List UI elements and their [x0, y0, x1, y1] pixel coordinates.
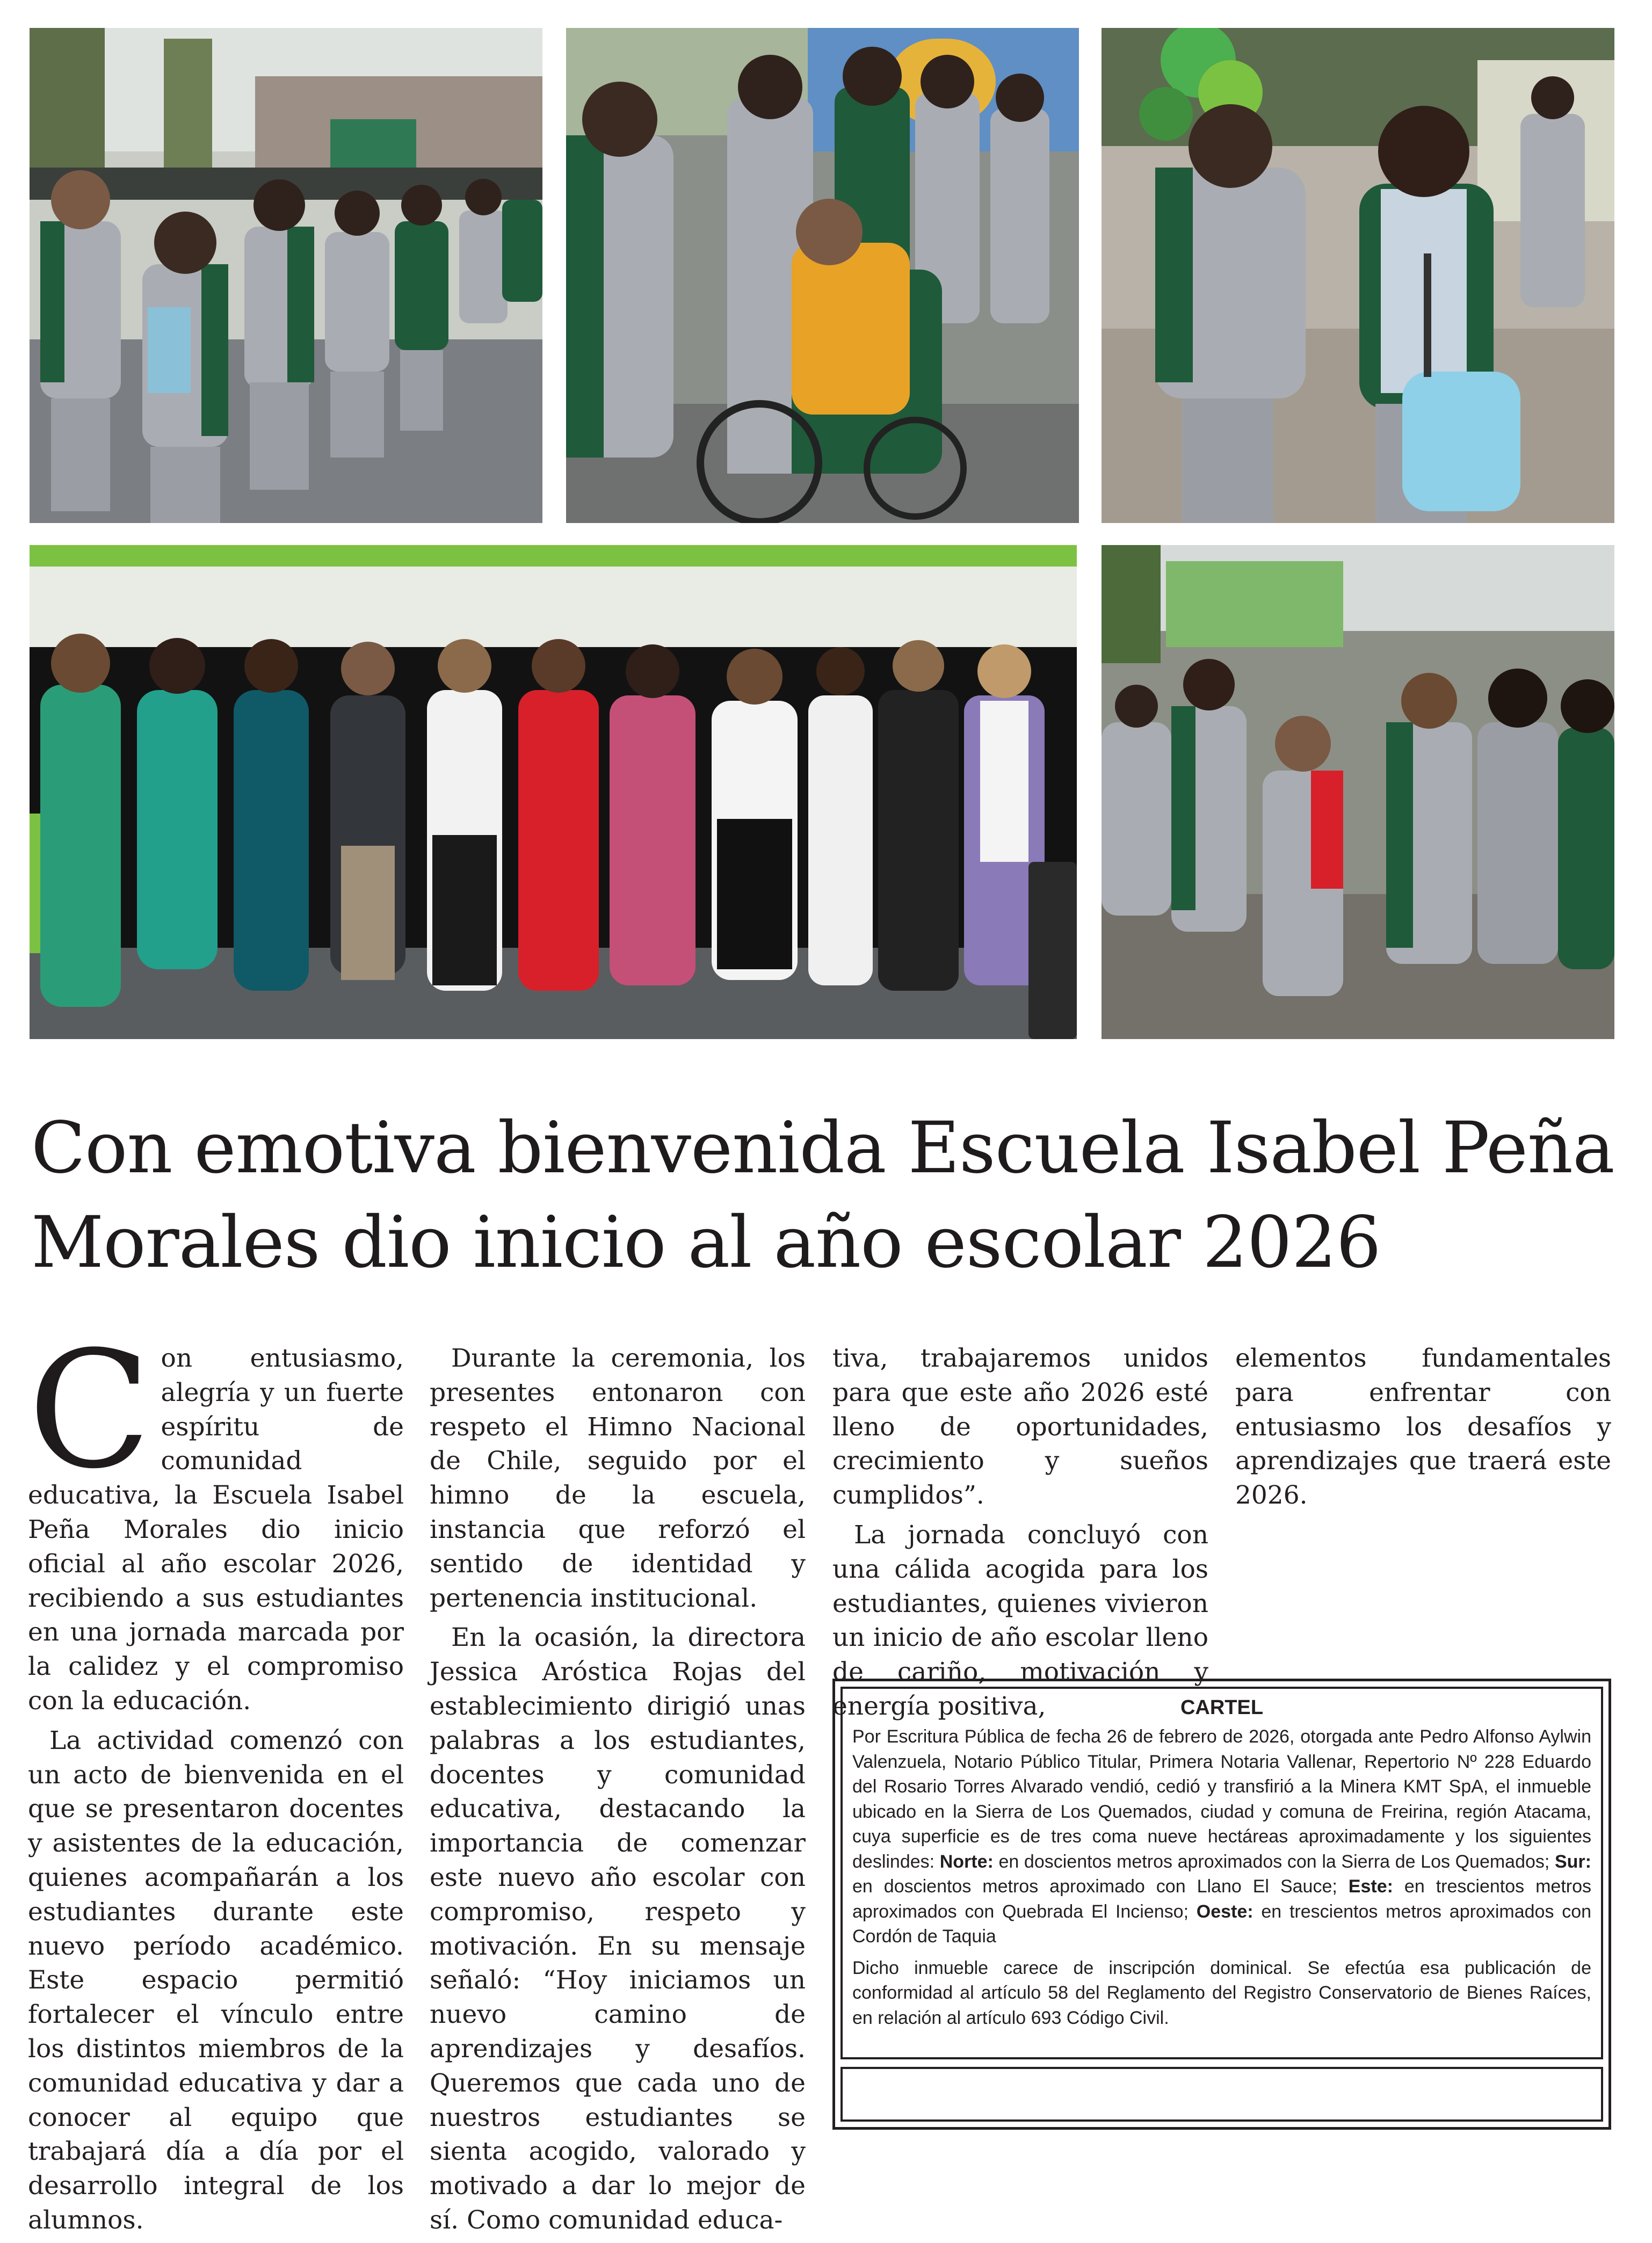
paragraph: on entusiasmo, alegría y un fuerte espíritu de comunidad educativa, la Escuela Isabel Peña Morales dio inicio oficial al año escolar 2026, recibiendo a sus estudiantes en una jornada marcada por la calidez y el compromiso con la educación.: [28, 1344, 404, 1716]
article-column-1: [28, 1317, 404, 2243]
cartel-sur-text: en doscientos metros aproximado con Llano El Sauce;: [852, 1876, 1337, 1897]
paragraph: La actividad comenzó con un acto de bienvenida en el que se presentaron docentes y asistentes de la educación, quienes acompañarán a los estudiantes durante este nuevo período académico. Este espacio permitió fortalecer el vínculo entre los distintos miembros de la comunidad educativa y dar a conocer al equipo que trabajará día a día por el desarrollo integral de los alumnos.: [28, 1725, 404, 2235]
photo-students-lineup: [30, 28, 542, 523]
cartel-intro: Por Escritura Pública de fecha 26 de febrero de 2026, otorgada ante Pedro Alfonso Aylwin Valenzuela, Notario Público Titular, Primera Notaria Vallenar, Repertorio Nº 228 Eduardo del Rosario Torres Alvarado vendió, cedió y transfirió a la Minera KMT SpA, el inmueble ubicado en la Sierra de Los Quemados, ciudad y comuna de Freirina, región Atacama, cuya superficie es de tres coma nueve hectáreas aproximadamente y los siguientes deslindes:: [852, 1726, 1591, 1872]
cartel-oeste-text: en trescientos metros aproximados con Cordón de Taquia: [852, 1901, 1592, 1947]
cartel-empty-box: [841, 2067, 1603, 2122]
photo-girls-arriving: [1102, 28, 1614, 523]
paragraph: elementos fundamentales para enfrentar con entusiasmo los desafíos y aprendizajes que traerá este 2026.: [1235, 1344, 1611, 1511]
cartel-norte-text: en doscientos metros aproximados con la Sierra de Los Quemados;: [998, 1851, 1550, 1872]
paragraph: En la ocasión, la directora Jessica Aróstica Rojas del establecimiento dirigió unas palabras a los estudiantes, docentes y comunidad educativa, destacando la importancia de comenzar este nuevo año escolar con compromiso, respeto y motivación. En su mensaje señaló: “Hoy iniciamos un nuevo camino de aprendizajes y desafíos. Queremos que cada uno de nuestros estudiantes se sienta acogido, valorado y motivado a dar lo mejor de sí. Como comunidad educa-: [430, 1623, 806, 2235]
photo-students-courtyard: [1102, 545, 1614, 1039]
cartel-body: [852, 1724, 1591, 1949]
cartel-title: CARTEL: [1180, 1696, 1264, 1719]
photo-student-wheelchair: [566, 28, 1079, 523]
cartel-este-text: en trescientos metros aproximados con Quebrada El Incienso;: [852, 1876, 1591, 1922]
cartel-notice-inner: [841, 1687, 1603, 2059]
cartel-norte-label: Norte:: [939, 1851, 994, 1872]
article-column-4: [1235, 1341, 1611, 1518]
cartel-este-label: Este:: [1348, 1876, 1393, 1897]
cartel-sur-label: Sur:: [1554, 1851, 1591, 1872]
article-headline: Con emotiva bienvenida Escuela Isabel Peña Morales dio inicio al año escolar 2026: [31, 1107, 1614, 1284]
article-column-3: [832, 1341, 1208, 1729]
cartel-final: Dicho inmueble carece de inscripción dominical. Se efectúa esa publicación de conformidad al artículo 58 del Reglamento del Registro Conservatorio de Bienes Raíces, en relación al artículo 693 Código Civil.: [852, 1957, 1591, 2028]
paragraph: La jornada concluyó con una cálida acogida para los estudiantes, quienes vivieron un inicio de año escolar lleno de cariño, motivación y energía positiva,: [832, 1520, 1208, 1721]
drop-cap: C: [28, 1317, 151, 1504]
paragraph: Durante la ceremonia, los presentes entonaron con respeto el Himno Nacional de Chile, seguido por el himno de la escuela, instancia que reforzó el sentido de identidad y pertenencia institucional.: [430, 1344, 806, 1613]
cartel-notice-box: [832, 1679, 1611, 2130]
photo-staff-stage: [30, 545, 1077, 1039]
article-column-2: [430, 1341, 806, 2243]
paragraph: tiva, trabajaremos unidos para que este año 2026 esté lleno de oportunidades, crecimiento y sueños cumplidos”.: [832, 1344, 1208, 1511]
cartel-oeste-label: Oeste:: [1196, 1901, 1254, 1922]
